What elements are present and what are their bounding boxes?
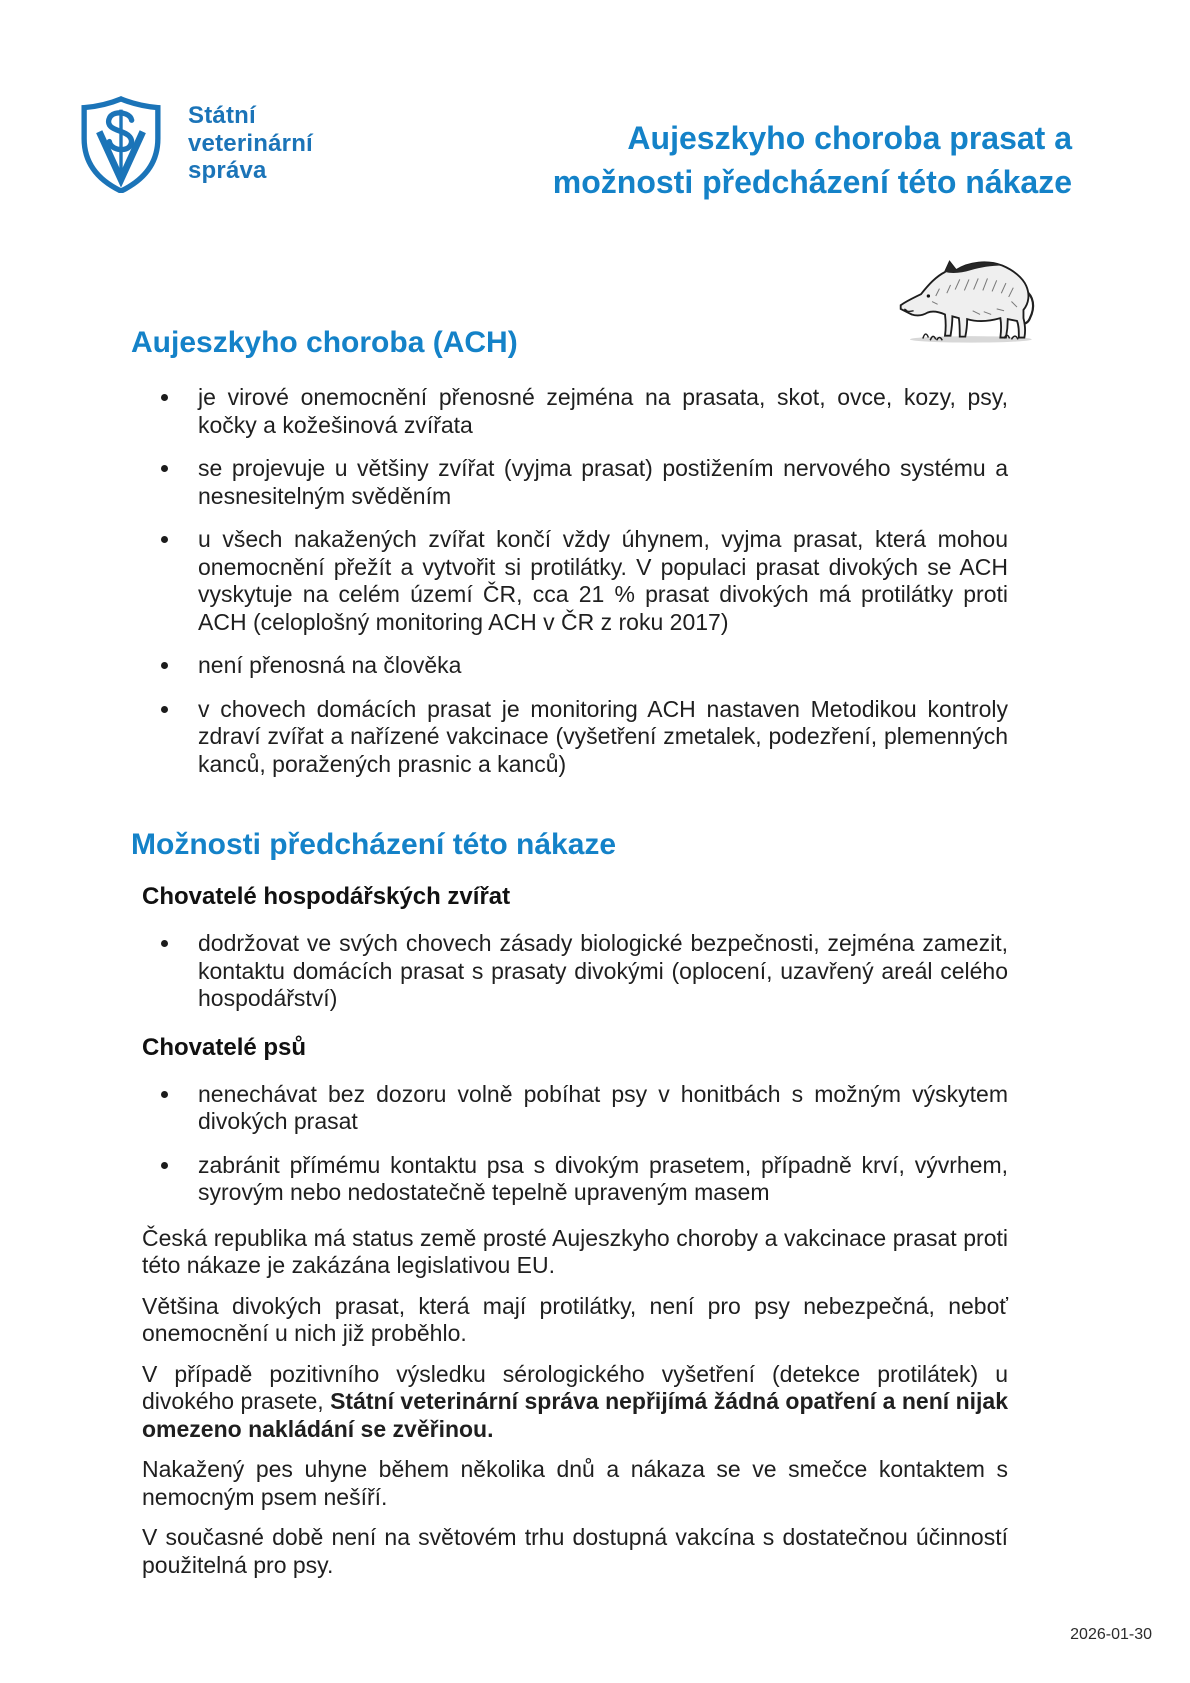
logo-line-2: veterinární — [188, 129, 313, 157]
paragraph-infected-dog: Nakažený pes uhyne během několika dnů a nákaza se ve smečce kontaktem s nemocným psem nešíří. — [142, 1456, 1008, 1510]
logo-line-3: správa — [188, 157, 267, 184]
list-item: se projevuje u většiny zvířat (vyjma prasat) postižením nervového systému a nesnesitelným svěděním — [142, 455, 1008, 510]
list-item: u všech nakažených zvířat končí vždy úhynem, vyjma prasat, která mohou onemocnění přežít a vytvořit si protilátky. V populaci prasat divokých se ACH vyskytuje na celém území ČR, cca 21 % prasat divokých má protilátky proti ACH (celoplošný monitoring ACH v ČR z roku 2017) — [142, 526, 1008, 636]
paragraph-antibodies: Většina divokých prasat, která mají protilátky, není pro psy nebezpečná, neboť onemocnění u nich již proběhlo. — [142, 1292, 1008, 1346]
list-item: nenechávat bez dozoru volně pobíhat psy v honitbách s možným výskytem divokých prasat — [142, 1081, 1008, 1136]
farm-bullet-list — [142, 930, 1008, 1013]
logo-org-name — [188, 102, 313, 185]
document-title-line-2: možnosti předcházení této nákaze — [552, 164, 1072, 200]
section-heading-ach: Aujeszkyho choroba (ACH) — [131, 326, 518, 359]
ach-bullet-list — [142, 384, 1008, 778]
footer-date: 2026-01-30 — [1070, 1626, 1152, 1643]
list-item: je virové onemocnění přenosné zejména na prasata, skot, ovce, kozy, psy, kočky a kožešinová zvířata — [142, 384, 1008, 439]
document-body — [131, 326, 1008, 1592]
list-item: dodržovat ve svých chovech zásady biologické bezpečnosti, zejména zamezit, kontaktu domácích prasat s prasaty divokými (oplocení, uzavřený areál celého hospodářství) — [142, 930, 1008, 1013]
paragraph-serology-normal: V případě pozitivního výsledku sérologického vyšetření (detekce protilátek) u divokého prasete, — [142, 1360, 1008, 1414]
logo-line-1: Státní — [188, 102, 256, 129]
list-item: v chovech domácích prasat je monitoring ACH nastaven Metodikou kontroly zdraví zvířat a nařízené vakcinace (vyšetření zmetalek, podezření, plemenných kanců, poražených prasnic a kanců) — [142, 696, 1008, 779]
paragraph-serology — [142, 1361, 1008, 1444]
document-title-line-1: Aujeszkyho choroba prasat a — [627, 120, 1072, 156]
document-title — [400, 116, 1072, 204]
subheading-farm-owners: Chovatelé hospodářských zvířat — [142, 883, 511, 910]
paragraph-vaccine: V současné době není na světovém trhu dostupná vakcína s dostatečnou účinností použitelná pro psy. — [142, 1524, 1008, 1578]
paragraph-cz-status: Česká republika má status země prosté Aujeszkyho choroby a vakcinace prasat proti této nákaze je zakázána legislativou EU. — [142, 1224, 1008, 1278]
list-item: zabránit přímému kontaktu psa s divokým prasetem, případně krví, vývrhem, syrovým nebo nedostatečně tepelně upraveným masem — [142, 1152, 1008, 1207]
list-item: není přenosná na člověka — [142, 652, 1008, 680]
section-heading-prevention: Možnosti předcházení této nákaze — [131, 828, 617, 861]
svs-shield-logo-icon — [77, 96, 165, 193]
paragraph-serology-bold: Státní veterinární správa nepřijímá žádná opatření a není nijak omezeno nakládání se zvěřinou. — [142, 1388, 1008, 1442]
dog-bullet-list — [142, 1081, 1008, 1207]
subheading-dog-owners: Chovatelé psů — [142, 1033, 307, 1061]
